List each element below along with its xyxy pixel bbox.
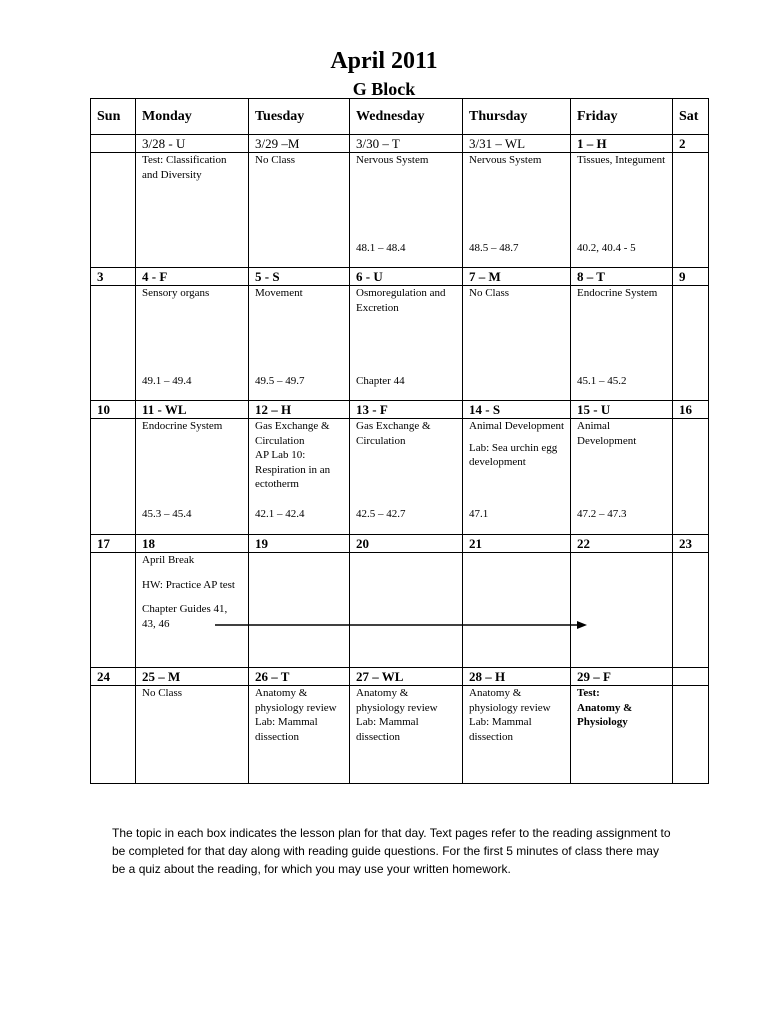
date-cell: 6 - U (350, 268, 463, 286)
page-subtitle: G Block (352, 79, 416, 99)
day-cell (673, 286, 709, 401)
test-topic: Anatomy & Physiology (577, 701, 633, 728)
content-row (91, 553, 709, 668)
reading-pages: 49.1 – 49.4 (142, 375, 192, 387)
reading-pages: 48.5 – 48.7 (469, 242, 519, 254)
break-label: April Break (142, 554, 195, 566)
day-topic: Test: Classification and Diversity (142, 154, 227, 181)
arrow-icon (215, 620, 587, 630)
day-topic: Osmoregulation and Excretion (356, 287, 446, 314)
day-topic: Nervous System (469, 154, 542, 166)
reading-pages: 47.1 (469, 508, 489, 520)
day-cell (571, 686, 673, 784)
date-cell: 7 – M (463, 268, 571, 286)
day-cell (463, 419, 571, 535)
page-title: April 2011 (330, 48, 438, 74)
day-cell (571, 153, 673, 268)
footer-note: The topic in each box indicates the lesson plan for that day. Text pages refer to the reading assignment to be completed for that day along with reading guide questions. For the first 5 minutes of class there may be a quiz about the reading, for which you may use your written homework. (112, 826, 671, 876)
day-topic: Anatomy & physiology review (356, 687, 438, 714)
day-cell (463, 686, 571, 784)
date-cell: 9 (673, 268, 709, 286)
date-cell: 3/29 –M (249, 135, 350, 153)
day-cell (571, 553, 673, 668)
day-cell (249, 286, 350, 401)
header-tuesday: Tuesday (249, 99, 350, 135)
chapter-guides-note: Chapter Guides 41, 43, 46 (142, 603, 228, 630)
reading-pages: 45.3 – 45.4 (142, 508, 192, 520)
day-cell (350, 419, 463, 535)
date-cell: 10 (91, 401, 136, 419)
date-cell: 12 – H (249, 401, 350, 419)
lab-note: Lab: Mammal dissection (255, 716, 318, 743)
date-cell: 13 - F (350, 401, 463, 419)
date-cell: 17 (91, 535, 136, 553)
day-cell (463, 153, 571, 268)
day-cell (350, 553, 463, 668)
reading-pages: 49.5 – 49.7 (255, 375, 305, 387)
day-topic: Endocrine System (577, 287, 658, 299)
header-wednesday: Wednesday (350, 99, 463, 135)
day-cell (350, 286, 463, 401)
date-cell: 16 (673, 401, 709, 419)
day-cell (91, 686, 136, 784)
date-cell: 23 (673, 535, 709, 553)
date-cell: 1 – H (571, 135, 673, 153)
date-cell: 2 (673, 135, 709, 153)
day-cell (350, 153, 463, 268)
date-cell: 26 – T (249, 668, 350, 686)
day-cell (249, 419, 350, 535)
content-row (91, 686, 709, 784)
date-row (91, 135, 709, 153)
day-cell (249, 153, 350, 268)
day-cell (136, 686, 249, 784)
day-cell (673, 153, 709, 268)
day-cell (463, 286, 571, 401)
lab-note: Lab: Mammal dissection (356, 716, 419, 743)
date-cell: 3 (91, 268, 136, 286)
day-topic: Gas Exchange & Circulation (356, 420, 431, 447)
header-monday: Monday (136, 99, 249, 135)
day-topic: Gas Exchange & Circulation (255, 420, 330, 447)
reading-pages: 45.1 – 45.2 (577, 375, 627, 387)
lab-note: AP Lab 10: Respiration in an ectotherm (255, 449, 331, 490)
day-topic: Endocrine System (142, 420, 223, 432)
date-row (91, 668, 709, 686)
day-topic: Animal Development (469, 420, 565, 432)
day-cell (91, 419, 136, 535)
reading-pages: Chapter 44 (356, 375, 405, 387)
date-cell: 18 (136, 535, 249, 553)
reading-pages: 42.1 – 42.4 (255, 508, 305, 520)
date-cell: 20 (350, 535, 463, 553)
content-row (91, 419, 709, 535)
day-topic: Movement (255, 287, 303, 299)
content-row (91, 286, 709, 401)
header-friday: Friday (571, 99, 673, 135)
date-cell: 25 – M (136, 668, 249, 686)
lab-note: Lab: Mammal dissection (469, 716, 532, 743)
date-cell: 14 - S (463, 401, 571, 419)
header-sun: Sun (91, 99, 136, 135)
date-cell: 21 (463, 535, 571, 553)
date-cell: 15 - U (571, 401, 673, 419)
lab-note: Lab: Sea urchin egg development (469, 441, 558, 468)
day-topic: Anatomy & physiology review (469, 687, 551, 714)
header-row (91, 99, 709, 135)
date-cell: 5 - S (249, 268, 350, 286)
date-cell (91, 135, 136, 153)
homework-note: HW: Practice AP test (142, 578, 235, 591)
date-cell (673, 668, 709, 686)
day-topic: Sensory organs (142, 287, 210, 299)
reading-pages: 48.1 – 48.4 (356, 242, 406, 254)
date-cell: 3/28 - U (136, 135, 249, 153)
day-cell (673, 419, 709, 535)
reading-pages: 47.2 – 47.3 (577, 508, 627, 520)
day-cell (136, 153, 249, 268)
calendar-table (90, 98, 709, 784)
day-cell (673, 686, 709, 784)
date-cell: 24 (91, 668, 136, 686)
day-cell (91, 286, 136, 401)
day-cell (571, 419, 673, 535)
date-cell: 3/30 – T (350, 135, 463, 153)
day-cell (136, 553, 249, 668)
date-row (91, 401, 709, 419)
date-cell: 3/31 – WL (463, 135, 571, 153)
day-cell (91, 553, 136, 668)
test-label: Test: (577, 687, 600, 699)
day-topic: No Class (469, 287, 510, 299)
date-row (91, 268, 709, 286)
day-topic: Nervous System (356, 154, 429, 166)
day-topic: No Class (255, 154, 296, 166)
day-cell (249, 553, 350, 668)
day-topic: Tissues, Integument (577, 154, 666, 166)
day-cell (571, 286, 673, 401)
reading-pages: 42.5 – 42.7 (356, 508, 406, 520)
date-cell: 27 – WL (350, 668, 463, 686)
date-cell: 28 – H (463, 668, 571, 686)
day-cell (91, 153, 136, 268)
day-cell (136, 286, 249, 401)
day-topic: Anatomy & physiology review (255, 687, 337, 714)
day-cell (463, 553, 571, 668)
reading-pages: 40.2, 40.4 - 5 (577, 242, 636, 254)
day-cell (673, 553, 709, 668)
date-cell: 4 - F (136, 268, 249, 286)
header-sat: Sat (673, 99, 709, 135)
date-cell: 19 (249, 535, 350, 553)
day-cell (136, 419, 249, 535)
content-row (91, 153, 709, 268)
date-cell: 29 – F (571, 668, 673, 686)
day-topic: No Class (142, 687, 183, 699)
date-cell: 22 (571, 535, 673, 553)
header-thursday: Thursday (463, 99, 571, 135)
date-cell: 11 - WL (136, 401, 249, 419)
day-topic: Animal Development (577, 420, 637, 447)
date-row (91, 535, 709, 553)
date-cell: 8 – T (571, 268, 673, 286)
day-cell (249, 686, 350, 784)
day-cell (350, 686, 463, 784)
